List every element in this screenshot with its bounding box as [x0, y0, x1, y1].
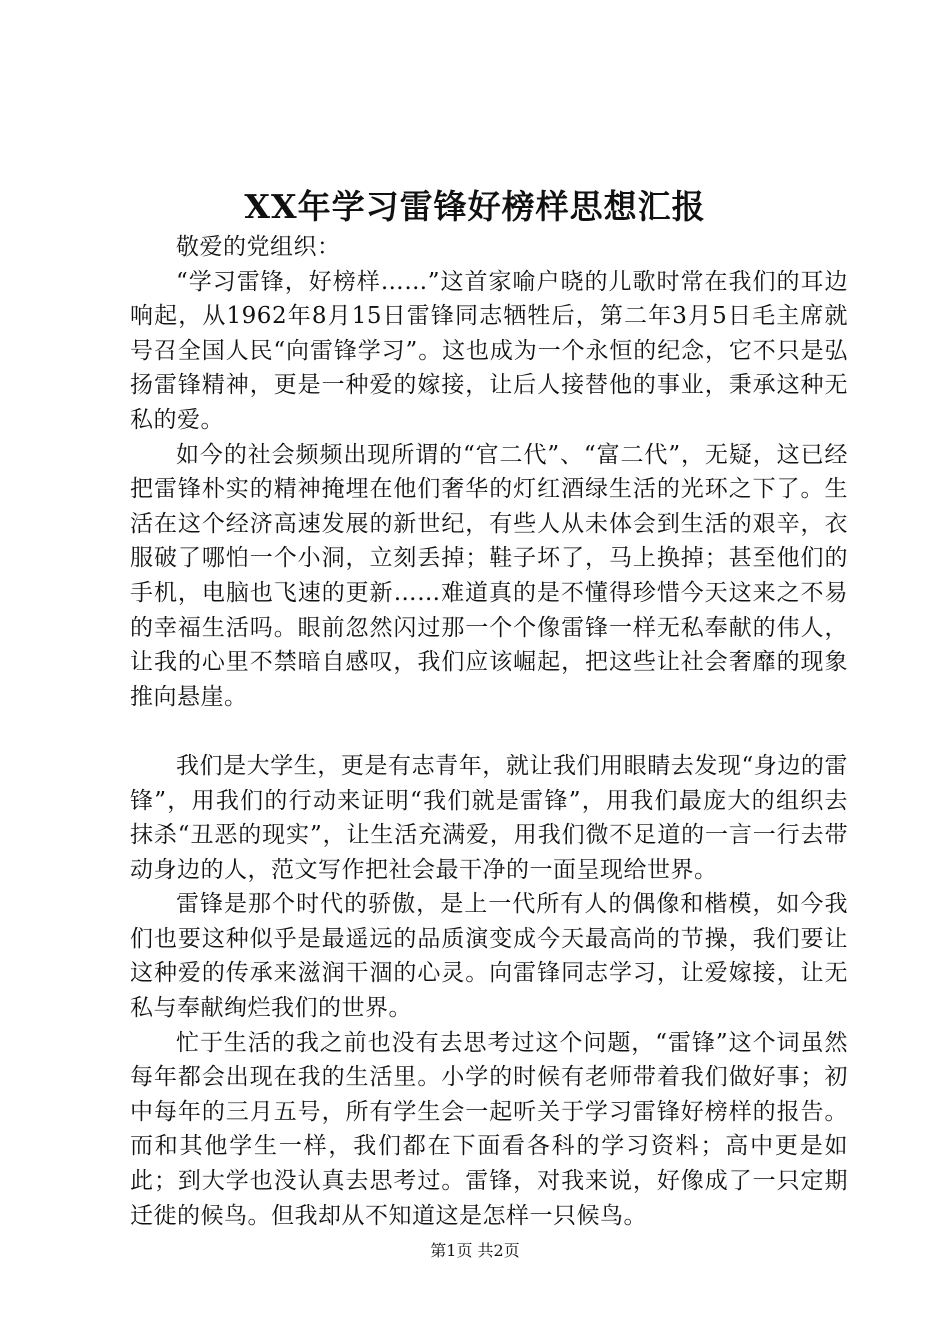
paragraph-5: 忙于生活的我之前也没有去思考过这个问题，“雷锋”这个词虽然每年都会出现在我的生活里。小学的时候有老师带着我们做好事；初中每年的三月五号，所有学生会一起听关于学习雷锋好榜样的报告。而和其他学生一样，我们都在下面看各科的学习资料；高中更是如此；到大学也没认真去思考过。雷锋，对我来说，好像成了一只定期迁徙的候鸟。但我却从不知道这是怎样一只候鸟。	[130, 1029, 848, 1229]
paragraph-1: “学习雷锋，好榜样……”这首家喻户晓的儿歌时常在我们的耳边响起，从1962年8月15日雷锋同志牺牲后，第二年3月5日毛主席就号召全国人民“向雷锋学习”。这也成为一个永恒的纪念，它不只是弘扬雷锋精神，更是一种爱的嫁接，让后人接替他的事业，秉承这种无私的爱。	[130, 268, 848, 433]
document-body	[130, 230, 848, 1233]
page-title: XX年学习雷锋好榜样思想汇报	[244, 187, 706, 226]
paragraph-2: 如今的社会频频出现所谓的“官二代”、“富二代”，无疑，这已经把雷锋朴实的精神掩埋在他们奢华的灯红酒绿生活的光环之下了。生活在这个经济高速发展的新世纪，有些人从未体会到生活的艰辛，衣服破了哪怕一个小洞，立刻丢掉；鞋子坏了，马上换掉；甚至他们的手机，电脑也飞速的更新……难道真的是不懂得珍惜今天这来之不易的幸福生活吗。眼前忽然闪过那一个个像雷锋一样无私奉献的伟人，让我的心里不禁暗自感叹，我们应该崛起，把这些让社会奢靡的现象推向悬崖。	[130, 441, 848, 710]
page-footer: 第1页 共2页	[430, 1241, 520, 1260]
paragraph-4: 雷锋是那个时代的骄傲，是上一代所有人的偶像和楷模，如今我们也要这种似乎是最遥远的品质演变成今天最高尚的节操，我们要让这种爱的传承来滋润干涸的心灵。向雷锋同志学习，让爱嫁接，让无私与奉献绚烂我们的世界。	[130, 891, 848, 1022]
salutation: 敬爱的党组织：	[176, 234, 341, 260]
paragraph-3: 我们是大学生，更是有志青年，就让我们用眼睛去发现“身边的雷锋”，用我们的行动来证明“我们就是雷锋”，用我们最庞大的组织去抹杀“丑恶的现实”，让生活充满爱，用我们微不足道的一言一行去带动身边的人，范文写作把社会最干净的一面呈现给世界。	[130, 752, 848, 883]
